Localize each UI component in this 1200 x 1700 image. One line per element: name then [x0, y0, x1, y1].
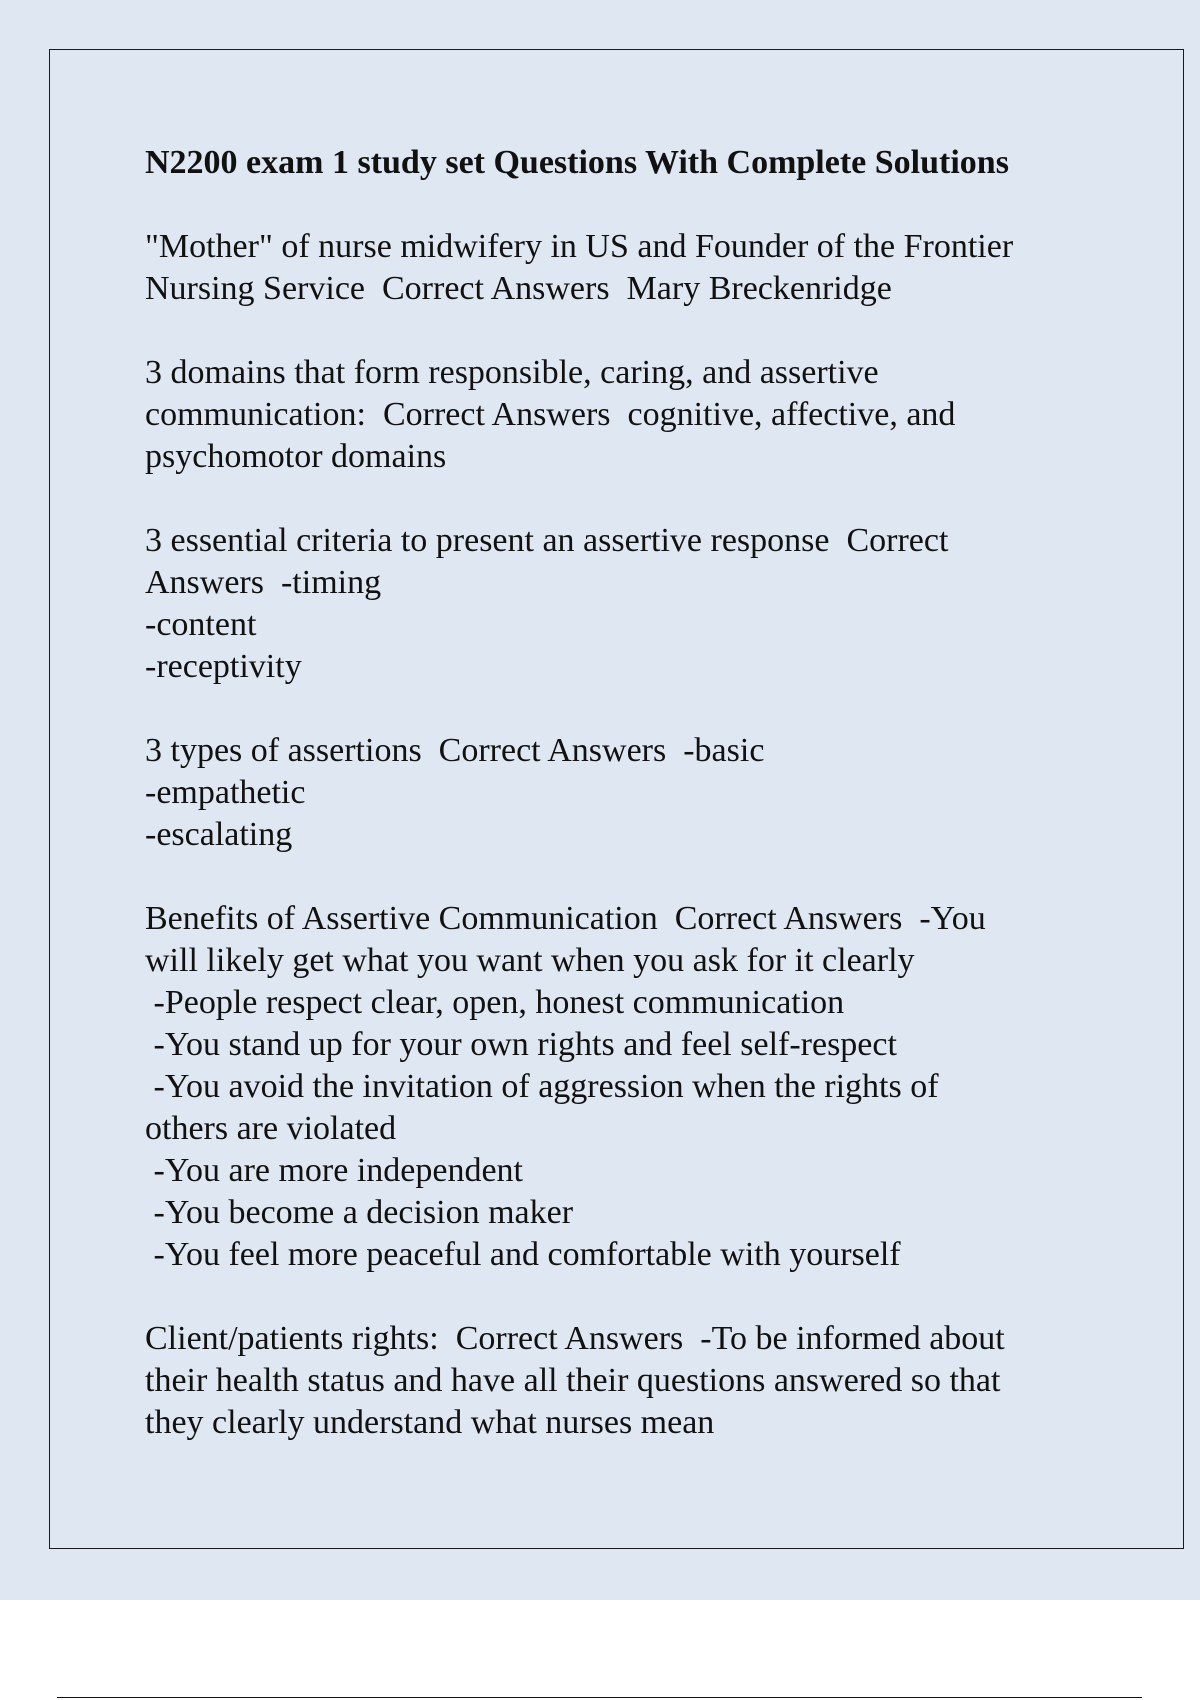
qa-entry: Benefits of Assertive Communication Correct Answers -You will likely get what you want when you ask for it clearly -People respect clear, open, honest communication -You stand up for your own rights and feel self-respect -You avoid the invitation of aggression when the rights of others are violated -You are more independent -You become a decision maker -You feel more peaceful and comfortable with yourself [145, 900, 986, 1273]
qa-entry: Client/patients rights: Correct Answers -To be informed about their health status and have all their questions answered so that they clearly understand what nurses mean [145, 1320, 1005, 1441]
qa-entry: 3 types of assertions Correct Answers -basic -empathetic -escalating [145, 732, 765, 853]
footer-divider [57, 1697, 1142, 1698]
qa-entry: "Mother" of nurse midwifery in US and Founder of the Frontier Nursing Service Correct Answers Mary Breckenridge [145, 228, 1014, 307]
document-content [145, 142, 1090, 1486]
qa-entry: 3 domains that form responsible, caring, and assertive communication: Correct Answers cognitive, affective, and psychomotor domains [145, 354, 956, 475]
qa-entry: 3 essential criteria to present an assertive response Correct Answers -timing -content -receptivity [145, 522, 949, 685]
document-title: N2200 exam 1 study set Questions With Complete Solutions [145, 144, 1009, 181]
